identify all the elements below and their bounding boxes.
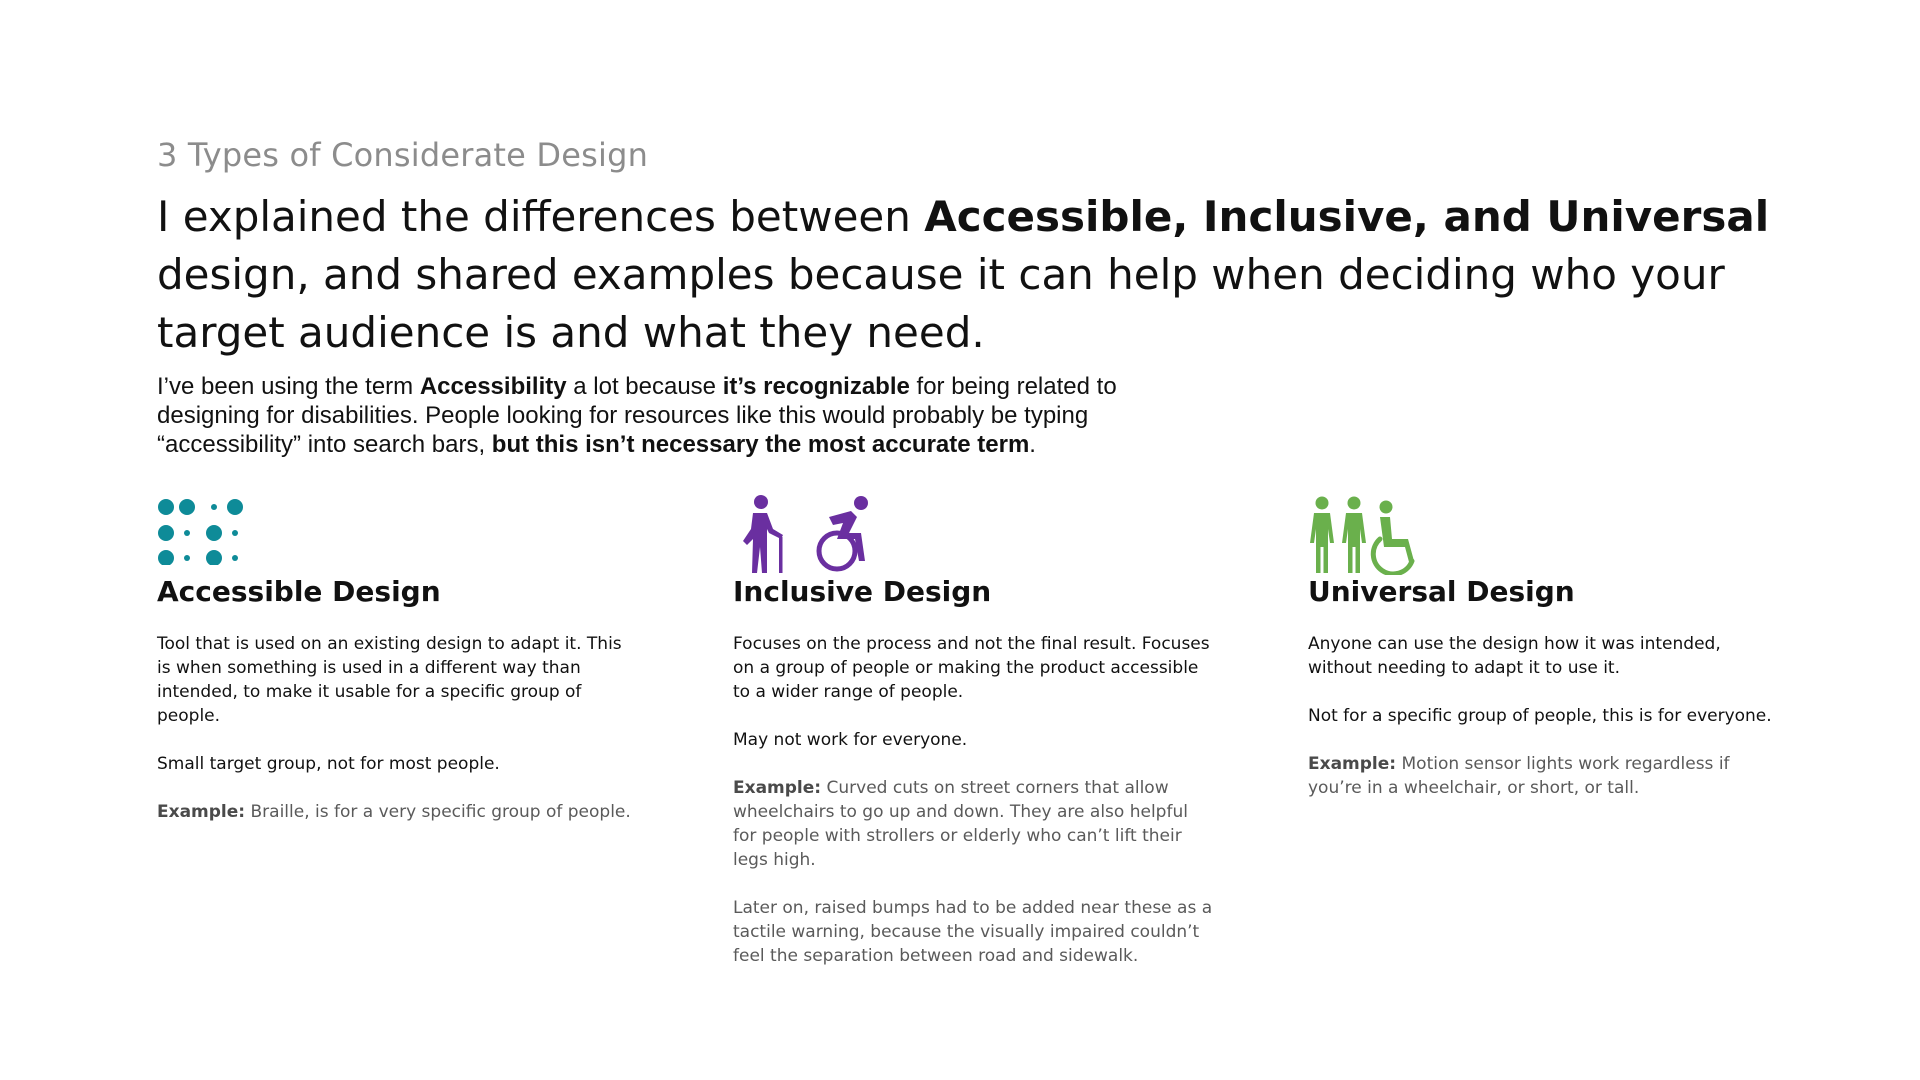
accessible-body bbox=[157, 632, 637, 848]
accessible-note: Small target group, not for most people. bbox=[157, 754, 500, 774]
inclusive-body bbox=[733, 632, 1213, 992]
universal-desc: Anyone can use the design how it was intended, without needing to adapt it to use it. bbox=[1308, 634, 1721, 678]
braille-icon bbox=[157, 495, 637, 585]
intro-t2: a lot because bbox=[566, 373, 723, 400]
intro-t3: for being related to designing for disabilities. People looking for resources like this would probably be typing “accessibility” into search bars, bbox=[157, 373, 1117, 458]
example-label: Example: bbox=[1308, 754, 1397, 774]
universal-title: Universal Design bbox=[1308, 575, 1575, 608]
intro-t4: . bbox=[1029, 431, 1036, 458]
column-inclusive bbox=[733, 495, 1213, 966]
example-text: Curved cuts on street corners that allow wheelchairs to go up and down. They are also helpful for people with strollers or elderly who can’t lift their legs high. bbox=[733, 778, 1188, 870]
headline-bold: Accessible, Inclusive, and Universal bbox=[924, 192, 1770, 241]
column-universal bbox=[1308, 495, 1788, 798]
accessible-desc: Tool that is used on an existing design to adapt it. This is when something is used in a different way than intended, to make it usable for a specific group of people. bbox=[157, 634, 622, 726]
elderly-person-icon bbox=[743, 495, 783, 573]
people-group-icon bbox=[1308, 495, 1788, 585]
inclusive-note: May not work for everyone. bbox=[733, 730, 968, 750]
example-text: Motion sensor lights work regardless if you’re in a wheelchair, or short, or tall. bbox=[1308, 754, 1730, 798]
intro-paragraph bbox=[157, 372, 1157, 459]
example-label: Example: bbox=[157, 802, 246, 822]
example-label: Example: bbox=[733, 778, 822, 798]
headline-part1: I explained the differences between bbox=[157, 192, 925, 241]
intro-b1: Accessibility bbox=[419, 373, 567, 400]
universal-note: Not for a specific group of people, this is for everyone. bbox=[1308, 706, 1772, 726]
intro-b2: it’s recognizable bbox=[722, 373, 910, 400]
headline-part2: design, and shared examples because it can help when deciding who your target audience is and what they need. bbox=[157, 250, 1725, 357]
intro-b3: but this isn’t necessary the most accurate term bbox=[491, 431, 1030, 458]
intro-t1: I’ve been using the term bbox=[157, 373, 420, 400]
slide-headline bbox=[157, 188, 1807, 362]
universal-example bbox=[1308, 752, 1788, 800]
inclusive-extra: Later on, raised bumps had to be added near these as a tactile warning, because the visually impaired couldn’t feel the separation between road and sidewalk. bbox=[733, 898, 1213, 966]
inclusive-title: Inclusive Design bbox=[733, 575, 992, 608]
universal-body bbox=[1308, 632, 1788, 824]
inclusive-desc: Focuses on the process and not the final result. Focuses on a group of people or making the product accessible to a wider range of people. bbox=[733, 634, 1210, 702]
inclusive-example bbox=[733, 776, 1213, 872]
slide-subtitle: 3 Types of Considerate Design bbox=[157, 136, 649, 174]
accessible-example bbox=[157, 800, 637, 824]
column-accessible bbox=[157, 495, 637, 822]
example-text: Braille, is for a very specific group of people. bbox=[245, 802, 631, 822]
elderly-wheelchair-icons bbox=[733, 495, 1213, 585]
accessible-title: Accessible Design bbox=[157, 575, 441, 608]
